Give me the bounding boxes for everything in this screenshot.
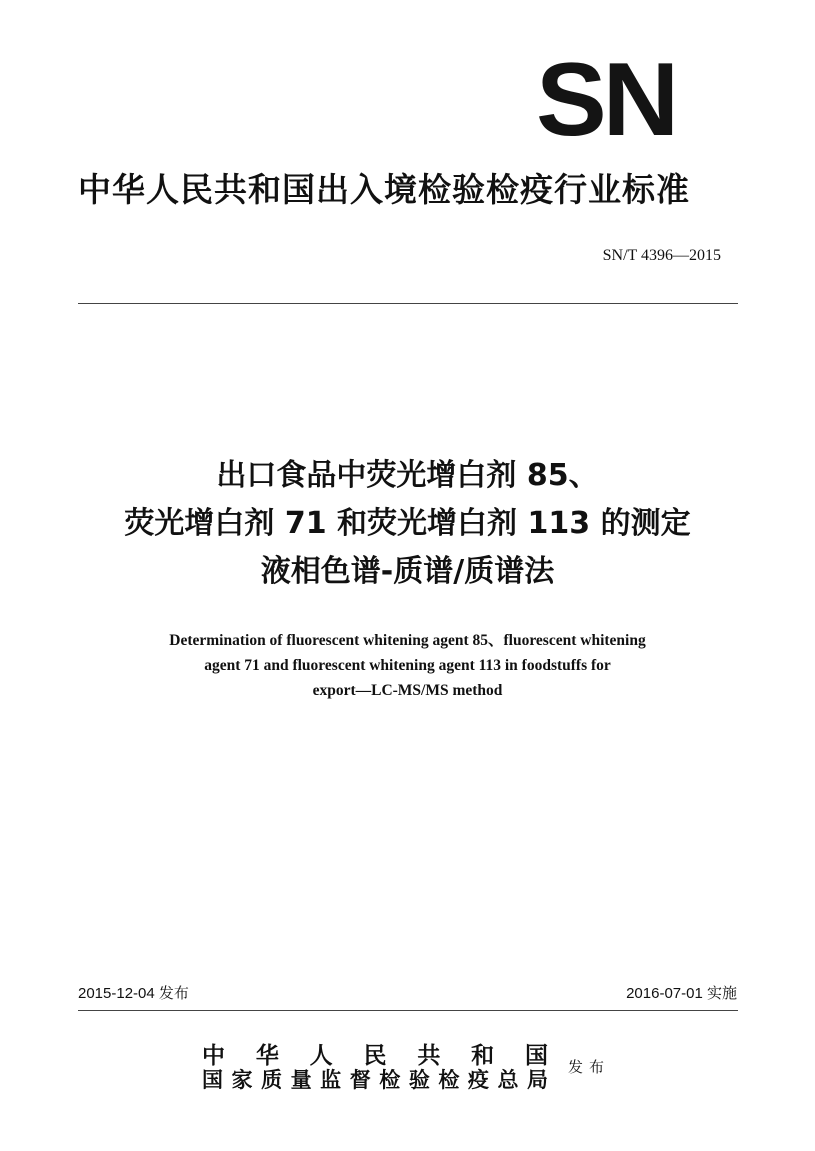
publish-action: 发布 (568, 1058, 611, 1076)
bottom-divider (78, 1010, 738, 1011)
issue-date: 2015-12-04 发布 (78, 985, 189, 1002)
implementation-date: 2016-07-01 实施 (626, 985, 737, 1002)
publisher-line-2: 国家质量监督检验检疫总局 (202, 1067, 548, 1092)
sn-logo: SN (536, 42, 676, 158)
chinese-title-line-3: 液相色谱-质谱/质谱法 (260, 554, 555, 589)
english-title-line-2: agent 71 and fluorescent whitening agent 113 in foodstuffs for (204, 657, 611, 674)
chinese-title (40, 452, 775, 596)
english-title-line-3: export—LC-MS/MS method (312, 682, 503, 699)
chinese-title-line-1: 出口食品中荧光增白剂 85、 (216, 458, 599, 493)
standard-number: SN/T 4396—2015 (602, 247, 721, 264)
top-divider (78, 303, 738, 304)
english-title (60, 628, 755, 703)
org-title: 中华人民共和国出入境检验检疫行业标准 (78, 170, 690, 209)
english-title-line-1: Determination of fluorescent whitening agent 85、fluorescent whitening (169, 632, 646, 649)
chinese-title-line-2: 荧光增白剂 71 和荧光增白剂 113 的测定 (124, 506, 691, 541)
publisher-line-1: 中 华 人 民 共 和 国 (202, 1042, 548, 1069)
